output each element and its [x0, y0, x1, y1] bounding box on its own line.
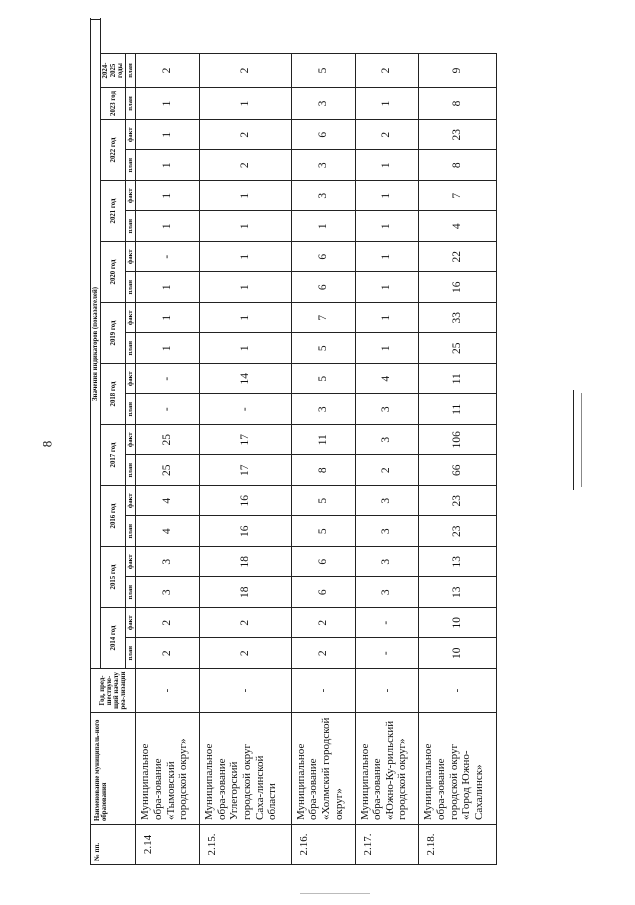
indicator-value: 3: [291, 150, 355, 181]
indicator-value: 1: [136, 150, 200, 181]
indicator-value: 33: [419, 303, 497, 334]
indicator-value: 5: [291, 333, 355, 364]
row-number: 2.15.: [200, 825, 292, 865]
municipality-name: Муниципальное обра-зование Углегорский городской округ Саха-линской области: [200, 713, 292, 825]
header-period: 2015 год: [101, 547, 126, 608]
indicator-value: 7: [291, 303, 355, 334]
indicator-value: 17: [200, 455, 292, 486]
header-fact: факт: [126, 303, 136, 334]
indicator-value: 1: [355, 333, 419, 364]
indicator-value: 3: [355, 394, 419, 425]
indicator-value: 2: [136, 638, 200, 669]
table-row: [419, 20, 497, 865]
indicator-value: 7: [419, 181, 497, 212]
header-plan: план: [126, 211, 136, 242]
row-number: 2.14: [136, 825, 200, 865]
base-year-value: -: [419, 669, 497, 713]
header-period: 2021 год: [101, 181, 126, 242]
indicator-value: 16: [419, 272, 497, 303]
indicator-value: 2: [200, 608, 292, 639]
indicator-value: 6: [291, 272, 355, 303]
header-period: 2019 год: [101, 303, 126, 364]
header-period: 2014 год: [101, 608, 126, 669]
indicator-value: -: [200, 394, 292, 425]
margin-rule: [573, 390, 574, 490]
indicator-value: 8: [419, 88, 497, 120]
indicator-value: 1: [355, 150, 419, 181]
table-row: [136, 20, 200, 865]
municipality-name: Муниципальное обра-зование «Южно-Ку-рильский городской округ»: [355, 713, 419, 825]
indicator-value: 1: [136, 211, 200, 242]
indicator-value: 4: [136, 516, 200, 547]
indicator-value: -: [136, 242, 200, 273]
municipality-name: Муниципальное обра-зование городской округ «Город Южно-Сахалинск»: [419, 713, 497, 825]
indicator-value: 10: [419, 608, 497, 639]
header-number: № пп.: [91, 825, 136, 865]
header-period: 2022 год: [101, 120, 126, 181]
indicator-value: 11: [419, 394, 497, 425]
header-plan: план: [126, 577, 136, 608]
header-fact: факт: [126, 181, 136, 212]
indicator-value: 2: [355, 455, 419, 486]
municipality-name: Муниципальное обра-зование «Тымовский городской округ»: [136, 713, 200, 825]
header-plan: план: [126, 88, 136, 120]
indicator-value: 4: [419, 211, 497, 242]
header-base-year: Год, пред-шествую-щий началу реа-лизации: [91, 669, 136, 713]
indicator-value: 25: [419, 333, 497, 364]
header-plan: план: [126, 54, 136, 88]
header-fact: факт: [126, 486, 136, 517]
indicator-value: 2: [200, 150, 292, 181]
indicator-value: 1: [355, 272, 419, 303]
indicator-value: 16: [200, 516, 292, 547]
indicator-value: 22: [419, 242, 497, 273]
indicator-value: 3: [136, 577, 200, 608]
indicator-value: 2: [200, 54, 292, 88]
indicator-value: 1: [136, 181, 200, 212]
table-row: [200, 20, 292, 865]
indicator-value: 6: [291, 577, 355, 608]
base-year-value: -: [136, 669, 200, 713]
indicator-value: 3: [355, 486, 419, 517]
indicator-value: 1: [136, 120, 200, 151]
indicator-value: 1: [136, 272, 200, 303]
indicator-value: 1: [136, 88, 200, 120]
page-number: 8: [39, 440, 55, 448]
indicator-value: 6: [291, 242, 355, 273]
indicator-value: 2: [355, 54, 419, 88]
base-year-value: -: [291, 669, 355, 713]
indicator-value: 2: [136, 54, 200, 88]
indicator-value: 6: [291, 547, 355, 578]
municipality-name: Муниципальное обра-зование «Холмский городской округ»: [291, 713, 355, 825]
indicator-value: 13: [419, 577, 497, 608]
indicator-value: 1: [355, 242, 419, 273]
indicator-value: 23: [419, 486, 497, 517]
indicator-value: 10: [419, 638, 497, 669]
indicator-value: 1: [200, 303, 292, 334]
header-plan: план: [126, 516, 136, 547]
indicator-value: -: [136, 364, 200, 395]
header-period: 2018 год: [101, 364, 126, 425]
indicator-value: 13: [419, 547, 497, 578]
indicator-value: 1: [355, 211, 419, 242]
indicator-value: 5: [291, 486, 355, 517]
table-row: [291, 20, 355, 865]
row-number: 2.17.: [355, 825, 419, 865]
row-number: 2.16.: [291, 825, 355, 865]
base-year-value: -: [200, 669, 292, 713]
indicator-value: 8: [291, 455, 355, 486]
indicator-value: 3: [355, 577, 419, 608]
indicator-value: -: [355, 608, 419, 639]
indicator-value: 11: [291, 425, 355, 456]
indicator-value: 23: [419, 516, 497, 547]
header-period: 2024-2025 годы: [101, 54, 126, 88]
indicator-value: 18: [200, 547, 292, 578]
header-period: 2020 год: [101, 242, 126, 303]
indicator-value: 3: [355, 547, 419, 578]
indicator-value: 1: [291, 211, 355, 242]
header-plan: план: [126, 272, 136, 303]
bottom-edge-mark: [300, 893, 370, 894]
indicator-value: 2: [291, 608, 355, 639]
indicator-value: 3: [291, 88, 355, 120]
indicator-value: 1: [136, 333, 200, 364]
header-plan: план: [126, 455, 136, 486]
indicator-value: 2: [136, 608, 200, 639]
indicator-value: 25: [136, 425, 200, 456]
indicator-value: 1: [200, 211, 292, 242]
indicator-value: 5: [291, 54, 355, 88]
row-number: 2.18.: [419, 825, 497, 865]
indicator-table: [90, 19, 497, 865]
indicator-value: 3: [291, 394, 355, 425]
header-fact: факт: [126, 364, 136, 395]
indicator-value: 2: [291, 638, 355, 669]
indicator-value: 1: [200, 242, 292, 273]
indicator-value: 1: [200, 181, 292, 212]
indicator-value: 17: [200, 425, 292, 456]
header-fact: факт: [126, 547, 136, 578]
header-period: 2023 год: [101, 88, 126, 120]
indicator-value: 3: [355, 516, 419, 547]
indicator-value: 4: [355, 364, 419, 395]
indicator-value: 11: [419, 364, 497, 395]
header-plan: план: [126, 333, 136, 364]
indicator-value: 1: [200, 333, 292, 364]
indicator-value: 16: [200, 486, 292, 517]
header-period: 2017 год: [101, 425, 126, 486]
table-row: [355, 20, 419, 865]
header-plan: план: [126, 394, 136, 425]
indicator-table-container: [90, 25, 497, 865]
header-fact: факт: [126, 608, 136, 639]
table-body: [136, 20, 497, 865]
indicator-value: 1: [200, 88, 292, 120]
header-fact: факт: [126, 242, 136, 273]
indicator-value: 23: [419, 120, 497, 151]
header-fact: факт: [126, 425, 136, 456]
header-period: 2016 год: [101, 486, 126, 547]
indicator-value: 66: [419, 455, 497, 486]
indicator-value: 4: [136, 486, 200, 517]
indicator-value: -: [355, 638, 419, 669]
indicator-value: -: [136, 394, 200, 425]
indicator-value: 5: [291, 516, 355, 547]
header-plan: план: [126, 638, 136, 669]
header-indicator-values: Значения индикаторов (показателей): [91, 20, 101, 669]
indicator-value: 6: [291, 120, 355, 151]
margin-rule-secondary: [581, 393, 582, 487]
indicator-value: 5: [291, 364, 355, 395]
indicator-value: 2: [355, 120, 419, 151]
indicator-value: 8: [419, 150, 497, 181]
header-plan: план: [126, 150, 136, 181]
indicator-value: 25: [136, 455, 200, 486]
indicator-value: 1: [355, 88, 419, 120]
indicator-value: 9: [419, 54, 497, 88]
indicator-value: 1: [200, 272, 292, 303]
indicator-value: 3: [136, 547, 200, 578]
indicator-value: 1: [355, 303, 419, 334]
indicator-value: 3: [291, 181, 355, 212]
indicator-value: 106: [419, 425, 497, 456]
base-year-value: -: [355, 669, 419, 713]
indicator-value: 2: [200, 638, 292, 669]
indicator-value: 2: [200, 120, 292, 151]
header-fact: факт: [126, 120, 136, 151]
header-name: Наименование муниципаль-ного образования: [91, 713, 136, 825]
indicator-value: 14: [200, 364, 292, 395]
indicator-value: 18: [200, 577, 292, 608]
indicator-value: 1: [355, 181, 419, 212]
indicator-value: 3: [355, 425, 419, 456]
table-header: [91, 20, 136, 865]
indicator-value: 1: [136, 303, 200, 334]
